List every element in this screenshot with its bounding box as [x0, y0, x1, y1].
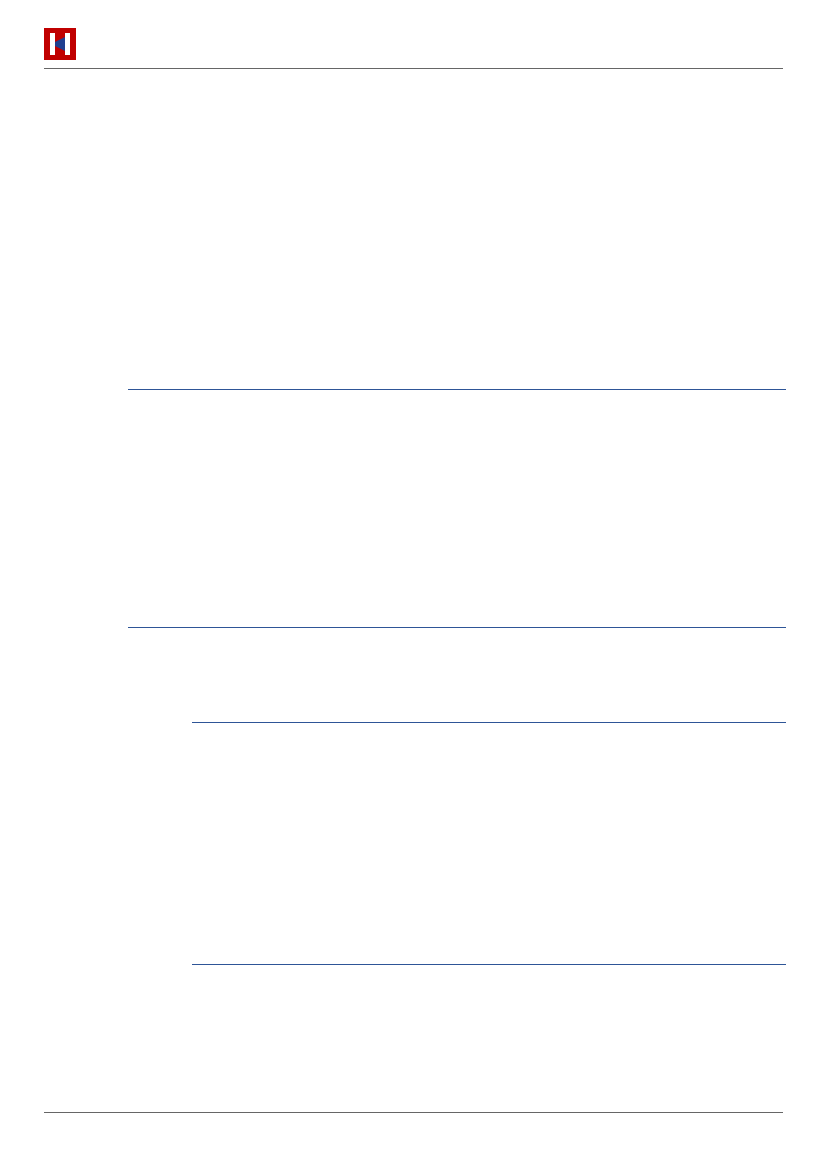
figure-1-top-rule [128, 389, 786, 390]
header-divider [44, 68, 783, 69]
figure-2-top-rule [192, 722, 786, 723]
chart-production [128, 392, 786, 628]
figure-1-bottom-rule [128, 627, 786, 628]
chart-sales [192, 725, 786, 965]
logo-icon [44, 28, 76, 60]
figure-2-bottom-rule [192, 964, 786, 965]
footer-divider [44, 1112, 783, 1113]
